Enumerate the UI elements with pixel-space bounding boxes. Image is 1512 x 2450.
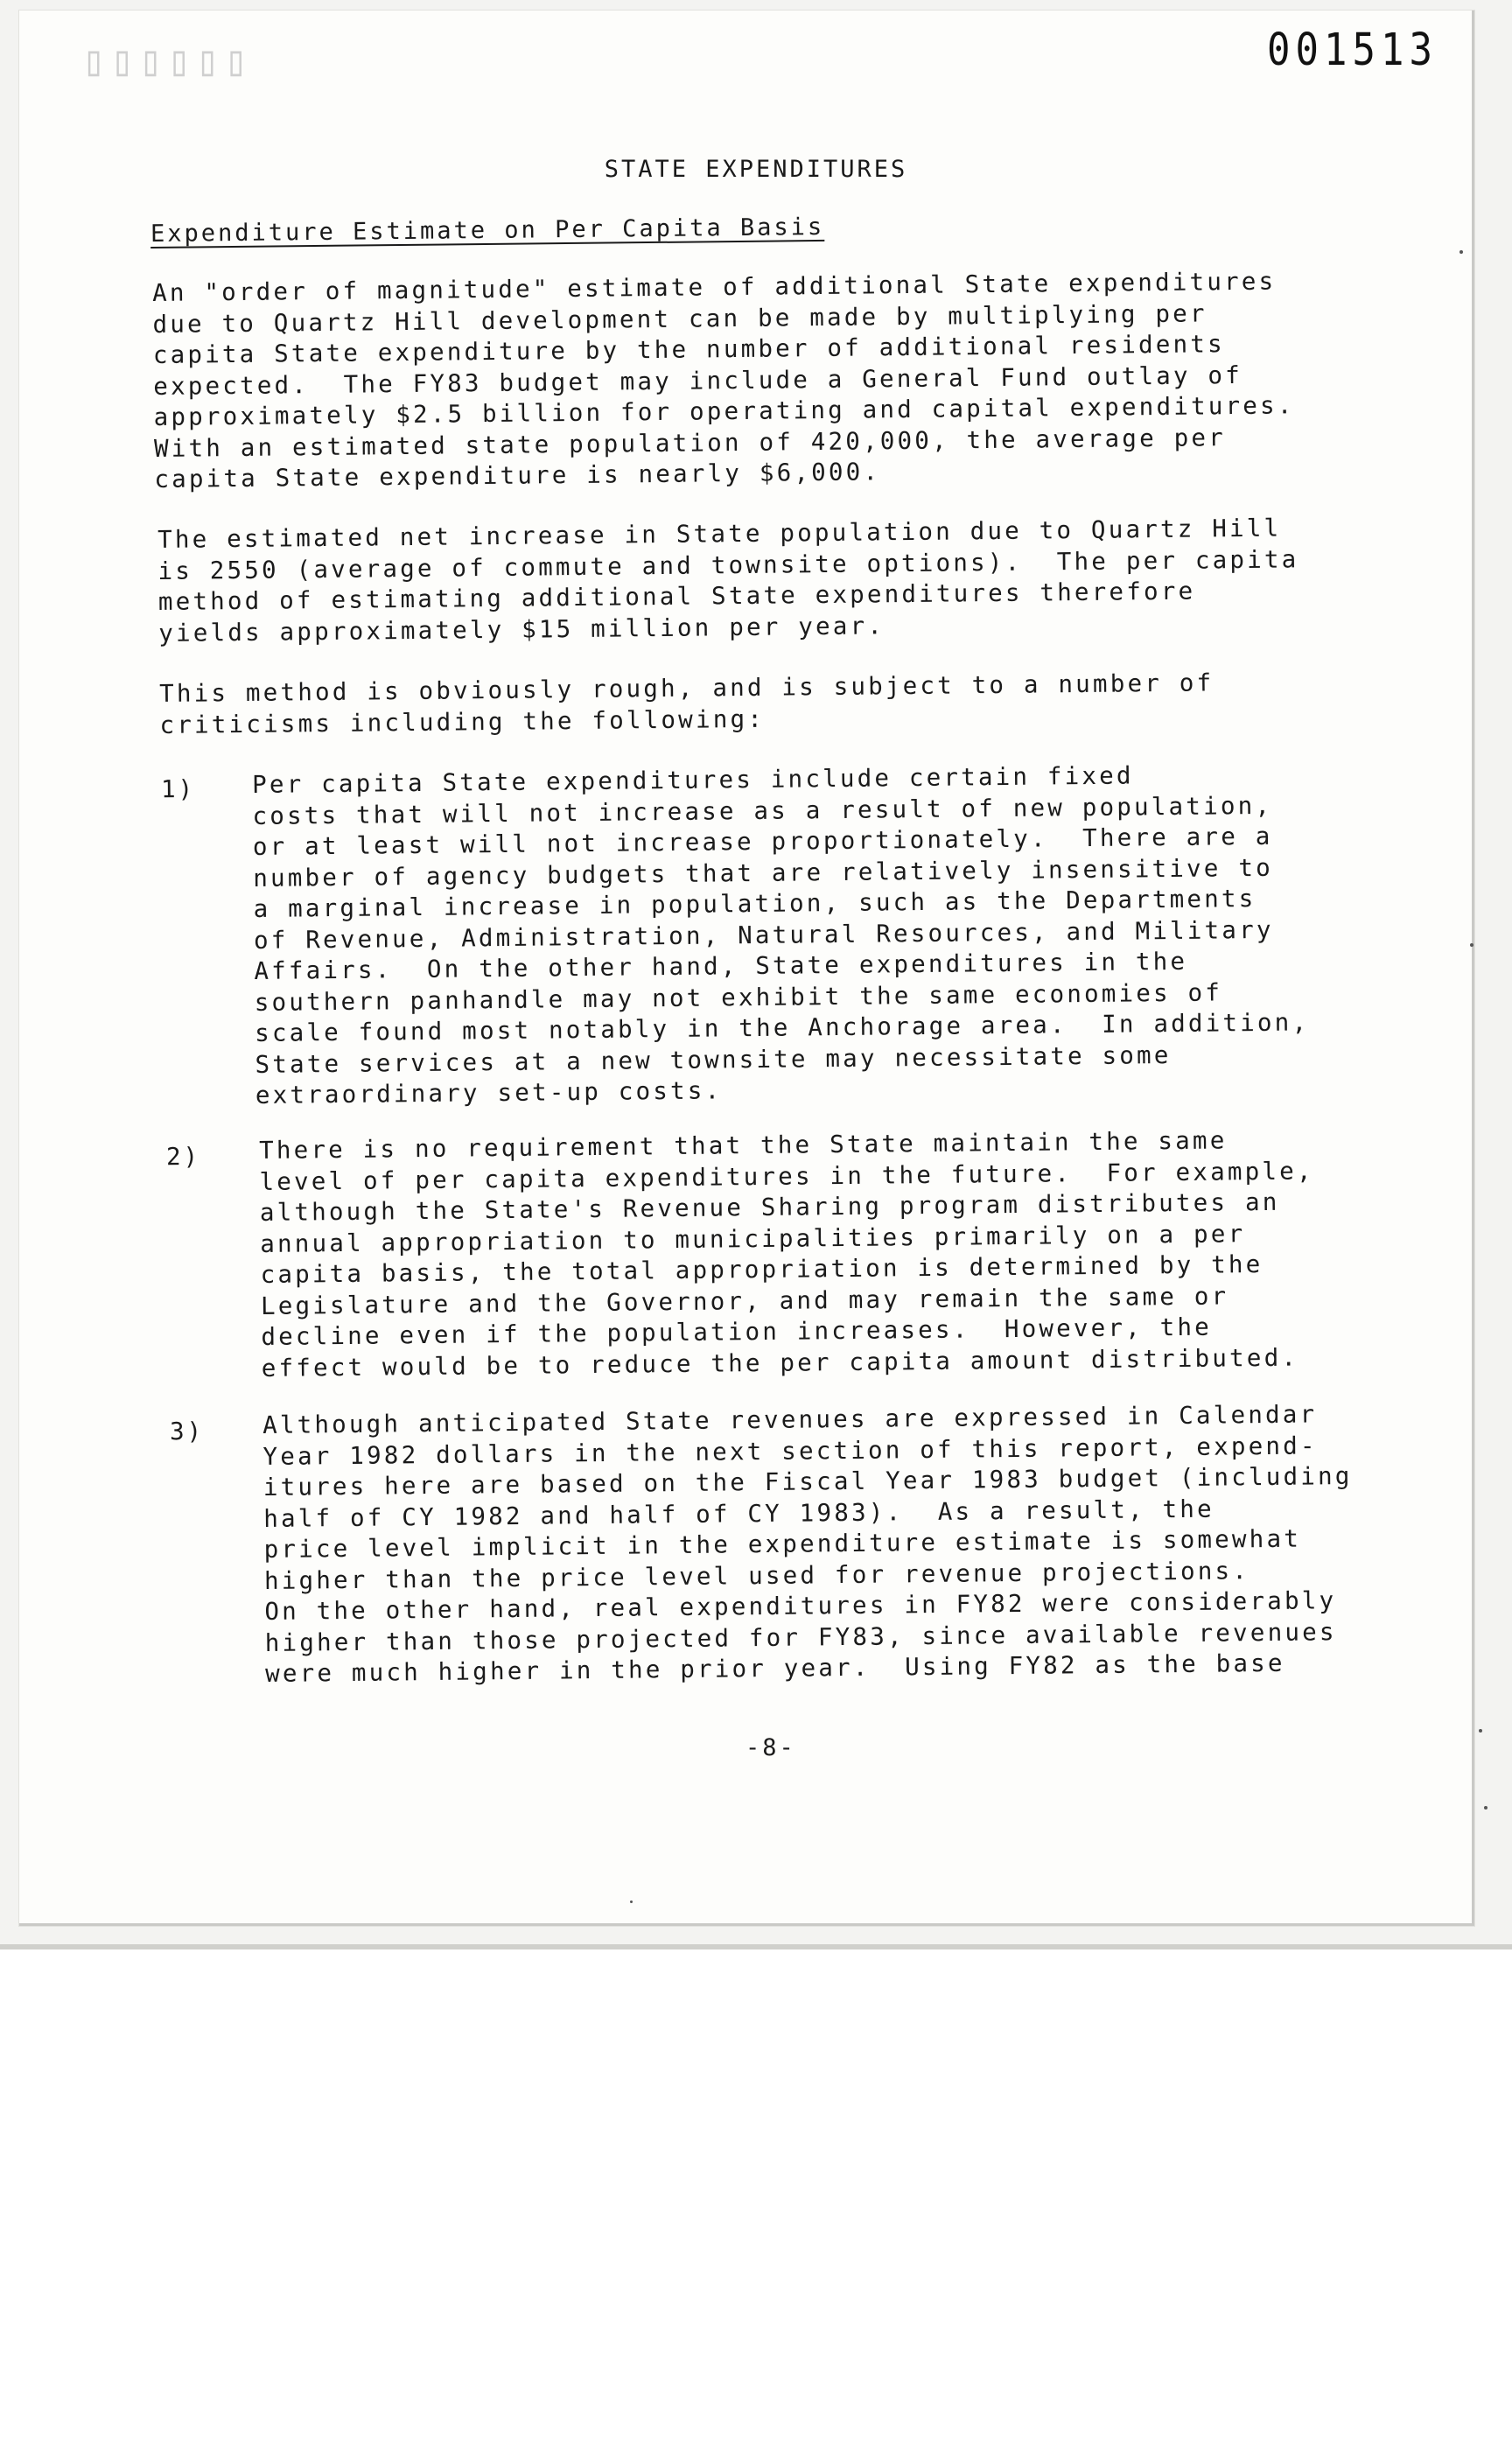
list-item-number: 1) [160,774,196,804]
section-heading: Expenditure Estimate on Per Capita Basis [150,213,825,248]
scan-speck [1470,943,1474,947]
scan-bottom-edge [0,1944,1512,1950]
paragraph-population-increase: The estimated net increase in State population due to Quartz Hill is 2550 (average of commute and townsite options). The per capita method of estimating additional State expenditures therefore yields approximately $15 million per year. [158,514,1299,648]
paragraph-per-capita-estimate: An "order of magnitude" estimate of additional State expenditures due to Quartz Hill development can be made by multiplying per capita State expenditure by the number of additional residents expected. The FY83 budget may include a General Fund outlay of approximately $2.5 billion for operating and capital expenditures. With an estimated state population of 420,000, the average per capita State expenditure is nearly $6,000. [152,267,1295,494]
scan-speck [1460,250,1463,254]
list-item-text: Per capita State expenditures include certain fixed costs that will not increase as a result of new population, or at least will not increase proportionately. There are a number of agency budgets that are relatively insensitive to a marginal increase in population, such as the Departments of Revenue, Administration, Natural Resources, and Military Affairs. On the other hand, State expenditures in the southern panhandle may not exhibit the same economies of scale found most notably in the Anchorage area. In addition, State services at a new townsite may necessitate some extraordinary set-up costs. [252,761,1310,1110]
page-title: STATE EXPENDITURES [604,156,908,183]
page-number: -8- [746,1734,796,1761]
document-control-number: 001513 [1267,24,1438,76]
scan-speck [1484,1806,1488,1810]
list-item-number: 2) [165,1142,201,1172]
show-through-mark: ▯▯▯▯▯▯ [77,36,248,86]
list-item-text: There is no requirement that the State maintain the same level of per capita expenditures in the future. For example, although the State's Revenue Sharing program distributes an annual appropriation to municipalities primarily on a per capita basis, the total appropriation is determined by the Legislature and the Governor, and may remain the same or decline even if the population increases. However, the effect would be to reduce the per capita amount distributed. [259,1126,1314,1382]
list-item-number: 3) [169,1417,205,1446]
scan-speck [630,1900,633,1903]
scan-speck [1479,1729,1482,1732]
paragraph-criticisms-intro: This method is obviously rough, and is subject to a number of criticisms including the following: [159,668,1214,739]
list-item-text: Although anticipated State revenues are expressed in Calendar Year 1982 dollars in the next section of this report, expend- itures here are based on the Fiscal Year 1983 budget (including half of CY 1982 and half of CY 1983). As a result, the price level implicit in the expenditure estimate is somewhat higher than the price level used for revenue projections. On the other hand, real expenditures in FY82 were considerably higher than those projected for FY83, since available revenues were much higher in the prior year. Using FY82 as the base [262,1400,1353,1688]
